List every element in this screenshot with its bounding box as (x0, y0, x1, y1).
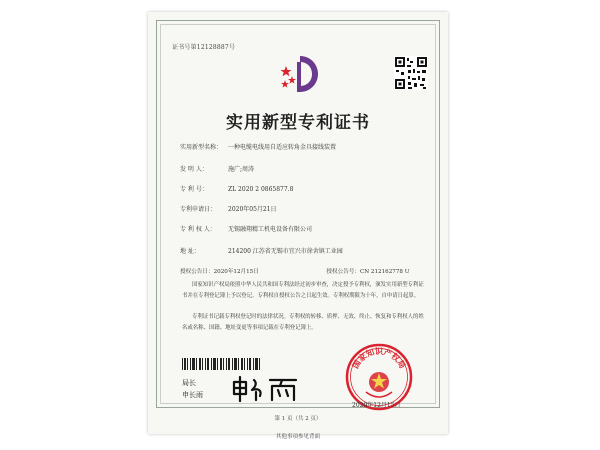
certificate-sheet (148, 12, 448, 440)
barcode-icon (182, 358, 262, 370)
certificate-number: 证书号第12128887号 (172, 44, 236, 51)
certificate-title: 实用新型专利证书 (226, 113, 370, 133)
footnote: 其他事项参见背面 (275, 434, 320, 440)
field-patent-number: 专 利 号： ZL 2020 2 0865877.8 (180, 186, 294, 193)
cnipa-emblem-icon (276, 52, 322, 98)
field-inventor: 发 明 人： 施广;周涛 (180, 166, 255, 173)
field-application-date: 专利申请日： 2020年05月21日 (180, 206, 277, 213)
page-number: 第 1 页（共 2 页） (274, 416, 322, 422)
director-name: 申长雨 (182, 391, 203, 399)
seal-date: 2020年12月15日 (352, 402, 401, 409)
field-utility-model-name: 实用新型名称： 一种电缆电线用自适应转角金具接线装置 (180, 144, 337, 151)
qr-code-icon (394, 56, 428, 90)
field-address: 地 址： 214200 江苏省无锡市宜兴市徐舍镇工业园 (180, 248, 343, 255)
director-title: 局长 (182, 379, 196, 387)
certificate-paragraph-1: 国家知识产权局依照中华人民共和国专利法经过初步审查，决定授予专利权，颁发实用新型专利证书并在专利登记簿上予以登记。专利权自授权公告之日起生效。专利权期限为十年，自申请日起算。 (182, 282, 424, 299)
field-grant-line: 授权公告日：2020年12月15日 授权公告号：CN 212162778 U (180, 269, 410, 275)
signature-icon (230, 374, 302, 404)
field-patentee: 专 利 权 人： 无锡融翔精工机电设备有限公司 (180, 226, 313, 233)
svg-text:国家知识产权局: 国家知识产权局 (350, 347, 408, 371)
certificate-paragraph-2: 专利证书记载专利权登记时的法律状况。专利权的转移、质押、无效、终止、恢复和专利权人的姓名或名称、国籍、地址变更等事项记载在专利登记簿上。 (182, 314, 424, 331)
